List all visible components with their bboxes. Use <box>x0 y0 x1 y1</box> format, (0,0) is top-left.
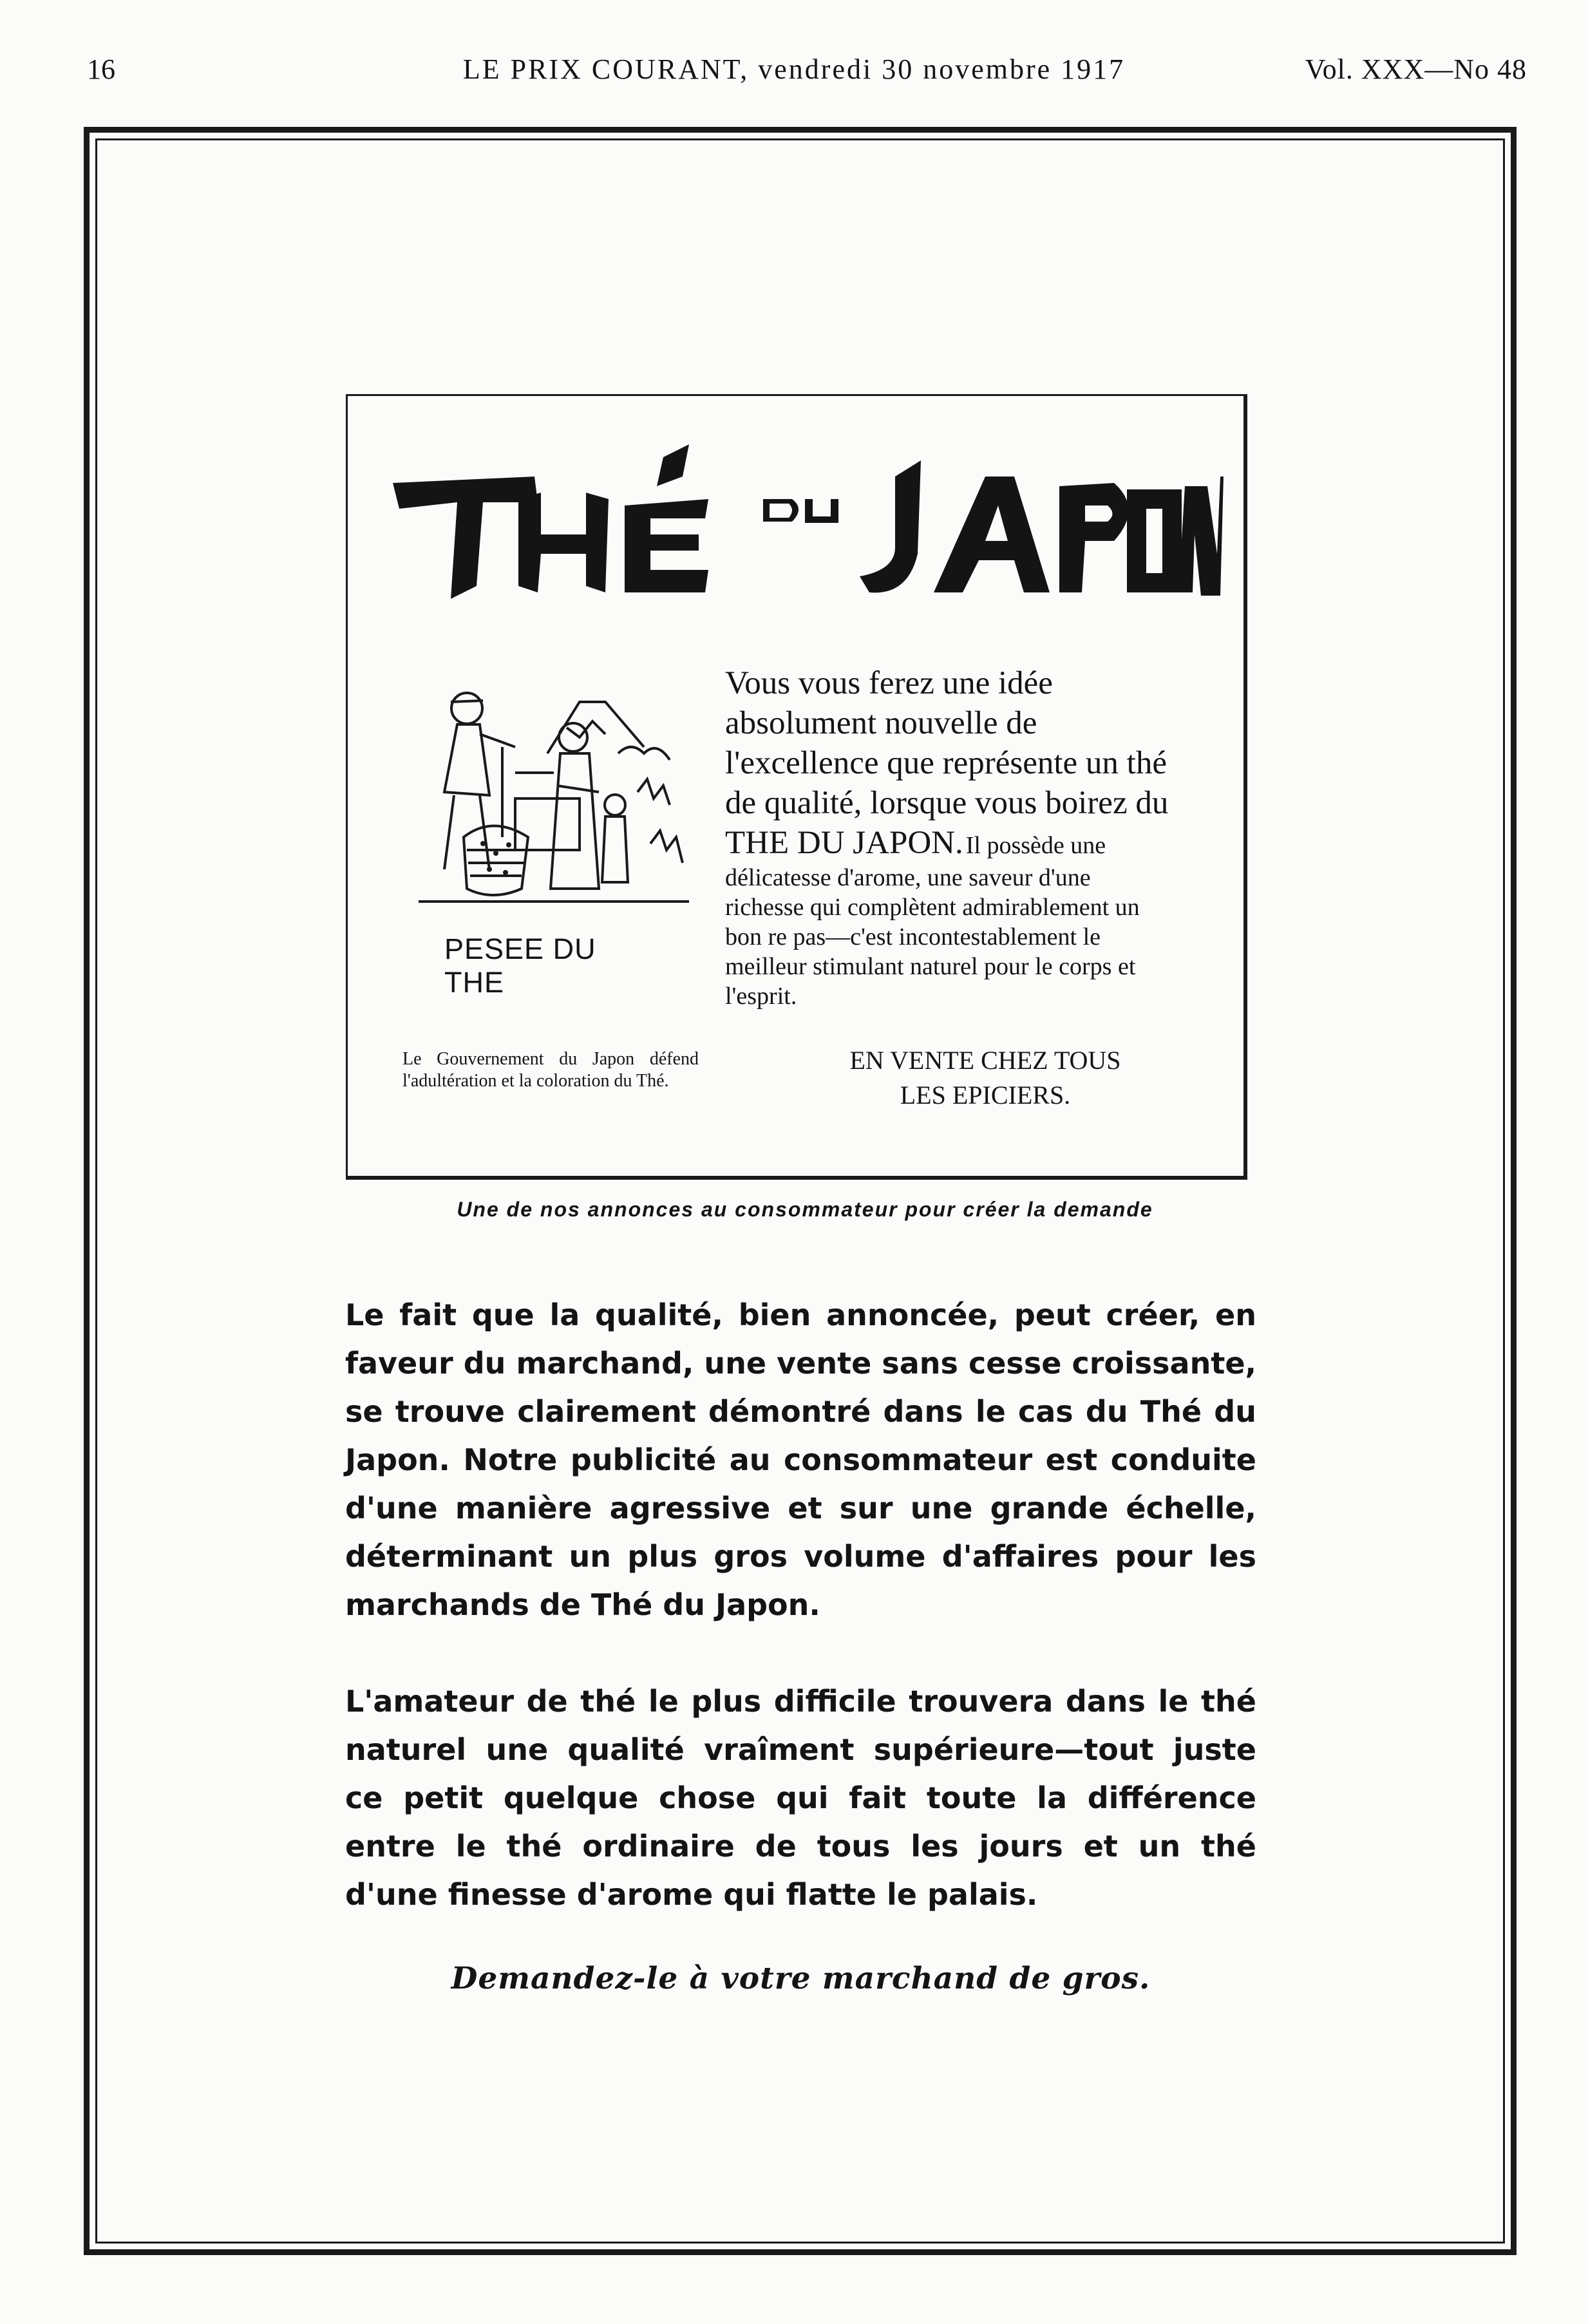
volume-number: Vol. XXX—No 48 <box>1305 53 1527 85</box>
ad-body-rest: Il possède une délicatesse d'arome, une saveur d'une richesse qui complètent admirablement un bon re pas—c'est incontestablement le meilleur stimulant naturel pour le corps et l'esprit. <box>725 832 1140 1010</box>
main-paragraph-1: Le fait que la qualité, bien annoncée, peut créer, en faveur du marchand, une vente sans cesse croissante, se trouve clairement démontré dans le cas du Thé du Japon. Notre publicité au consommateur est conduite d'une manière agressive et sur une grande échelle, déterminant un plus gros volume d'affaires pour les marchands de Thé du Japon. <box>345 1298 1256 1622</box>
ad-tagline: Une de nos annonces au consommateur pour créer la demande <box>457 1198 1153 1221</box>
the-du-japon-logo <box>380 438 1224 605</box>
tea-weighing-illustration <box>406 676 702 921</box>
page-number: 16 <box>87 53 115 85</box>
closing-line: Demandez-le à votre marchand de gros. <box>451 1961 1151 1996</box>
government-note: Le Gouvernement du Japon défend l'adultération et la coloration du Thé. <box>402 1049 699 1091</box>
sales-note: EN VENTE CHEZ TOUS LES EPICIERS. <box>849 1046 1121 1110</box>
running-title: LE PRIX COURANT, vendredi 30 novembre 1917 <box>462 53 1126 85</box>
ad-body-text <box>725 663 1169 1011</box>
main-paragraph-2: L'amateur de thé le plus difficile trouvera dans le thé naturel une qualité vraîment supérieure—tout juste ce petit quelque chose qui fait toute la différence entre le thé ordinaire de tous les jours et un thé d'une finesse d'arome qui flatte le palais. <box>345 1684 1256 1912</box>
illustration-caption: PESEE DU THE <box>444 932 596 999</box>
ad-body-lead: Vous vous ferez une idée absolument nouvelle de l'excellence que représente un thé de qualité, lorsque vous boirez du THE DU JAPON. <box>725 665 1169 861</box>
